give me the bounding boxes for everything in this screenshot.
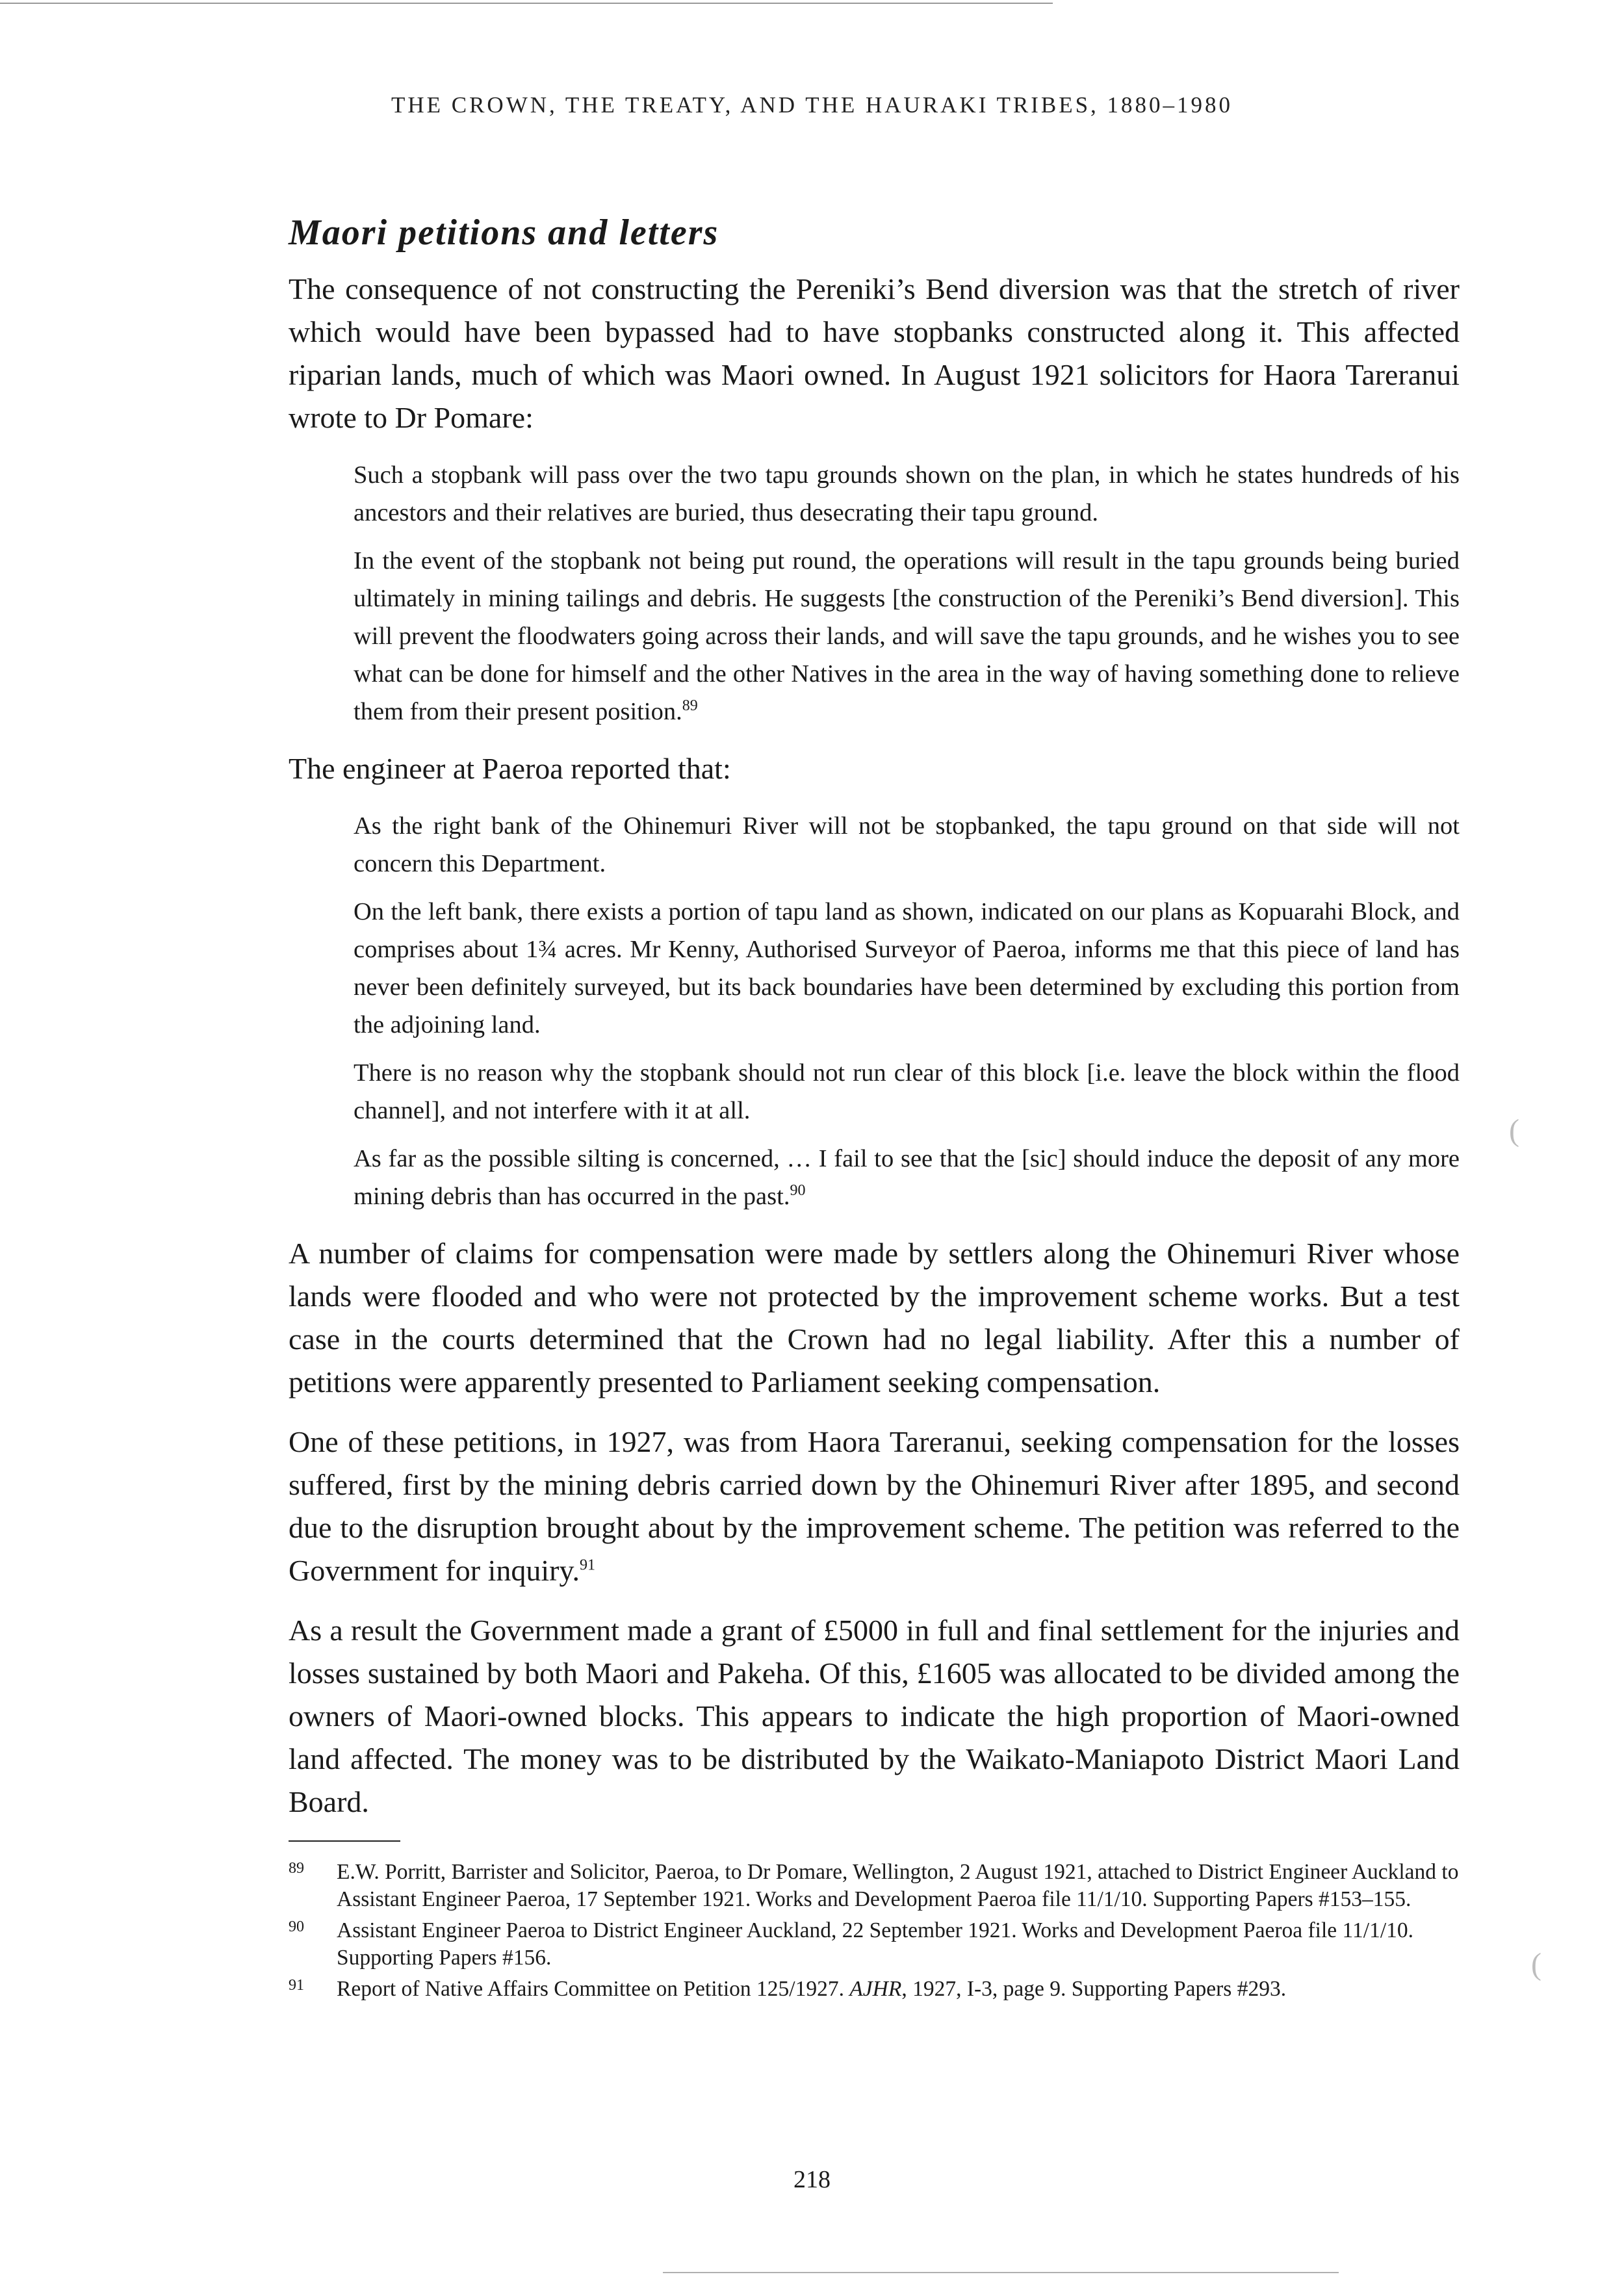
claims-paragraph: A number of claims for compensation were made by settlers along the Ohinemuri River whose lands were flooded and who were not protected by the improvement scheme works. But a test case in the courts determined that the Crown had no legal liability. After this a number of petitions were apparently presented to Parliament seeking compensation.: [289, 1237, 1460, 1398]
footnote-89: [289, 1859, 1460, 1913]
footnote-text: [337, 1976, 1460, 2003]
footnote-90: [289, 1917, 1460, 1972]
quote-text: As far as the possible silting is concerned, … I fail to see that the [sic] should induce the deposit of any more mining debris than has occurred in the past.: [354, 1145, 1460, 1210]
footnote-text-part: Report of Native Affairs Committee on Petition 125/1927.: [337, 1977, 850, 2001]
running-head: THE CROWN, THE TREATY, AND THE HAURAKI TRIBES, 1880–1980: [391, 92, 1233, 118]
footnote-ref-91[interactable]: 91: [579, 1556, 595, 1574]
quote-paragraph: There is no reason why the stopbank should not run clear of this block [i.e. leave the block within the flood channel], and not interfere with it at all.: [354, 1059, 1460, 1124]
footnote-text: Assistant Engineer Paeroa to District Engineer Auckland, 22 September 1921. Works and Development Paeroa file 11/1/10. Supporting Papers #156.: [337, 1918, 1414, 1970]
grant-paragraph: As a result the Government made a grant of £5000 in full and final settlement for the injuries and losses sustained by both Maori and Pakeha. Of this, £1605 was allocated to be divided among the owners of Maori-owned blocks. This appears to indicate the high proportion of Maori-owned land affected. The money was to be distributed by the Waikato-Maniapoto District Maori Land Board.: [289, 1614, 1460, 1818]
footnote-text: E.W. Porritt, Barrister and Solicitor, Paeroa, to Dr Pomare, Wellington, 2 August 1921, attached to District Engineer Auckland to Assistant Engineer Paeroa, 17 September 1921. Works and Development Paeroa file 11/1/10. Supporting Papers #153–155.: [337, 1860, 1459, 1911]
margin-bracket-mark: (: [1531, 1947, 1541, 1981]
quote-paragraph: [354, 1140, 1460, 1215]
quote-paragraph: On the left bank, there exists a portion of tapu land as shown, indicated on our plans as Kopuarahi Block, and comprises about 1¾ acres. Mr Kenny, Authorised Surveyor of Paeroa, informs me that this piece of land has never been definitely surveyed, but its back boundaries have been determined by excluding this portion from the adjoining land.: [354, 898, 1460, 1038]
footnote-number: 90: [289, 1918, 304, 1935]
footnote-text-part: , 1927, I-3, page 9. Supporting Papers #293.: [901, 1977, 1287, 2001]
footnote-91: [289, 1976, 1460, 2003]
footnote-ref-90[interactable]: 90: [790, 1182, 806, 1200]
block-quote-solicitors: [289, 456, 1460, 730]
quote-text: In the event of the stopbank not being put round, the operations will result in the tapu grounds being buried ultimately in mining tailings and debris. He suggests [the construction of the Pereniki’s Bend diversion]. This will prevent the floodwaters going across their lands, and will save the tapu grounds, and he wishes you to see what can be done for himself and the other Natives in the area in the way of having something done to relieve them from their present position.: [354, 547, 1460, 725]
footnote-number: 91: [289, 1977, 304, 1994]
footnote-divider: [289, 1840, 400, 1842]
footnote-ref-89[interactable]: 89: [682, 697, 698, 715]
intro-paragraph: The consequence of not constructing the Pereniki’s Bend diversion was that the stretch of river which would have been bypassed had to have stopbanks constructed along it. This affected riparian lands, much of which was Maori owned. In August 1921 solicitors for Haora Tareranui wrote to Dr Pomare:: [289, 272, 1460, 434]
scan-edge-top: [0, 3, 1053, 4]
scan-edge-bottom: [663, 2272, 1339, 2273]
engineer-intro-paragraph: The engineer at Paeroa reported that:: [289, 752, 731, 785]
quote-paragraph: As the right bank of the Ohinemuri River will not be stopbanked, the tapu ground on that side will not concern this Department.: [354, 812, 1460, 877]
petition-paragraph: [289, 1421, 1460, 1592]
page-number: 218: [793, 2166, 831, 2193]
petition-text: One of these petitions, in 1927, was from Haora Tareranui, seeking compensation for the losses suffered, first by the mining debris carried down by the Ohinemuri River after 1895, and second due to the disruption brought about by the improvement scheme. The petition was referred to the Government for inquiry.: [289, 1425, 1460, 1587]
section-heading: Maori petitions and letters: [289, 213, 719, 253]
quote-paragraph: [354, 542, 1460, 730]
margin-bracket-mark: (: [1509, 1113, 1519, 1148]
quote-paragraph: Such a stopbank will pass over the two tapu grounds shown on the plan, in which he states hundreds of his ancestors and their relatives are buried, thus desecrating their tapu ground.: [354, 461, 1460, 526]
footnote-number: 89: [289, 1860, 304, 1877]
footnote-journal-title: AJHR: [849, 1977, 902, 2001]
page-body: [289, 207, 1460, 2007]
block-quote-engineer: [289, 807, 1460, 1215]
